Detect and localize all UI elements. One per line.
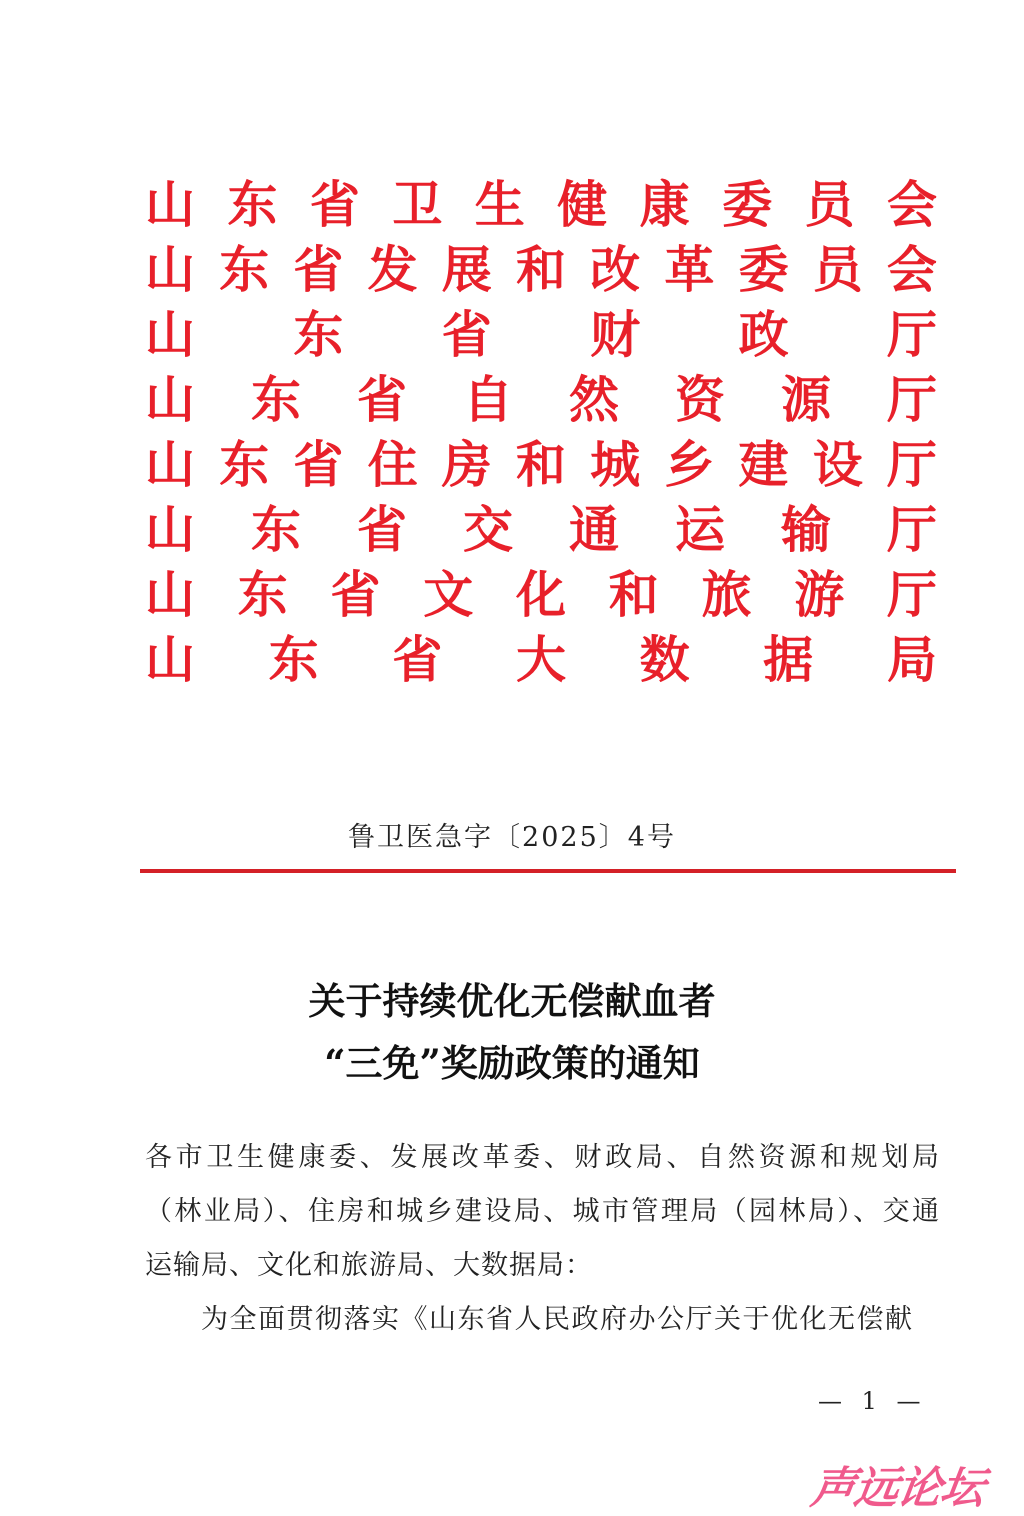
issuer-char: 东: [219, 434, 270, 494]
issuer-char: 文: [423, 564, 474, 624]
issuer-char: 住: [367, 434, 418, 494]
issuer-char: 厅: [886, 304, 937, 364]
issuer-char: 东: [268, 629, 319, 689]
issuer-char: 自: [463, 369, 513, 429]
issuer-char: 厅: [886, 434, 937, 494]
issuer-char: 卫: [392, 174, 443, 234]
issuer-char: 东: [293, 304, 344, 364]
issuer-char: 委: [738, 239, 789, 299]
issuer-char: 东: [219, 239, 270, 299]
recipients-block: [145, 1131, 940, 1293]
issuer-char: 东: [227, 174, 278, 234]
issuer-char: 城: [590, 434, 641, 494]
issuer-line: [145, 302, 937, 367]
issuer-char: 山: [145, 564, 195, 624]
issuer-char: 省: [357, 499, 407, 559]
issuer-char: 厅: [887, 499, 937, 559]
issuer-char: 源: [781, 369, 831, 429]
issuer-char: 建: [738, 434, 789, 494]
issuer-char: 设: [812, 434, 863, 494]
issuer-char: 员: [812, 239, 863, 299]
issuer-char: 山: [145, 174, 195, 234]
issuer-char: 政: [738, 304, 789, 364]
issuer-char: 革: [664, 239, 715, 299]
issuer-line: [145, 497, 937, 562]
issuer-char: 和: [515, 434, 566, 494]
issuer-line: [145, 237, 937, 302]
issuer-line: [145, 627, 937, 692]
issuer-char: 改: [590, 239, 641, 299]
issuer-char: 员: [804, 174, 855, 234]
watermark-logo: 声远论坛: [807, 1463, 987, 1514]
issuer-char: 和: [608, 564, 659, 624]
issuer-char: 交: [463, 499, 513, 559]
document-title: [0, 970, 1024, 1094]
issuer-char: 会: [886, 239, 937, 299]
issuer-char: 发: [367, 239, 418, 299]
red-separator-line: [140, 869, 956, 873]
issuer-char: 通: [569, 499, 619, 559]
issuer-char: 东: [251, 499, 301, 559]
issuer-char: 运: [675, 499, 725, 559]
issuer-char: 局: [886, 629, 937, 689]
recipients-line-2: （林业局）、住房和城乡建设局、城市管理局（园林局）、交通: [145, 1196, 940, 1227]
issuer-char: 会: [886, 174, 937, 234]
issuer-char: 省: [392, 629, 443, 689]
title-line-1: 关于持续优化无偿献血者: [308, 979, 716, 1023]
recipients-line-1: 各市卫生健康委、发展改革委、财政局、自然资源和规划局: [145, 1142, 940, 1173]
issuer-char: 输: [781, 499, 831, 559]
issuer-char: 厅: [887, 369, 937, 429]
issuer-char: 然: [569, 369, 619, 429]
issuer-char: 大: [515, 629, 566, 689]
issuer-char: 省: [357, 369, 407, 429]
issuer-char: 据: [763, 629, 814, 689]
issuer-char: 东: [237, 564, 288, 624]
recipients-line-3: 运输局、文化和旅游局、大数据局：: [145, 1250, 593, 1281]
issuer-char: 省: [330, 564, 381, 624]
issuer-char: 旅: [701, 564, 752, 624]
issuer-line: [145, 172, 937, 237]
issuer-char: 康: [639, 174, 690, 234]
issuer-char: 省: [441, 304, 492, 364]
issuer-char: 山: [145, 239, 195, 299]
issuer-char: 乡: [664, 434, 715, 494]
body-paragraph: 为全面贯彻落实《山东省人民政府办公厅关于优化无偿献: [201, 1304, 914, 1335]
issuer-char: 资: [675, 369, 725, 429]
issuer-char: 展: [441, 239, 492, 299]
issuer-char: 厅: [887, 564, 937, 624]
issuer-char: 省: [293, 434, 344, 494]
issuer-char: 省: [309, 174, 360, 234]
page-number: — 1 —: [818, 1387, 927, 1415]
issuer-char: 游: [794, 564, 845, 624]
issuer-char: 健: [557, 174, 608, 234]
issuer-char: 财: [590, 304, 641, 364]
issuer-char: 山: [145, 434, 195, 494]
issuer-char: 东: [251, 369, 301, 429]
issuer-line: [145, 432, 937, 497]
issuer-char: 化: [516, 564, 566, 624]
issuer-char: 山: [145, 304, 195, 364]
issuer-line: [145, 367, 937, 432]
title-line-2: “三免”奖励政策的通知: [324, 1041, 700, 1085]
issuer-char: 山: [145, 629, 195, 689]
issuer-char: 山: [145, 369, 195, 429]
issuer-char: 省: [293, 239, 344, 299]
issuer-line: [145, 562, 937, 627]
issuer-char: 委: [722, 174, 773, 234]
document-number: 鲁卫医急字〔2025〕4号: [348, 822, 676, 853]
issuer-char: 房: [441, 434, 492, 494]
issuer-char: 生: [474, 174, 525, 234]
issuer-char: 数: [639, 629, 690, 689]
issuing-agencies: [145, 172, 937, 692]
issuer-char: 山: [145, 499, 195, 559]
issuer-char: 和: [515, 239, 566, 299]
